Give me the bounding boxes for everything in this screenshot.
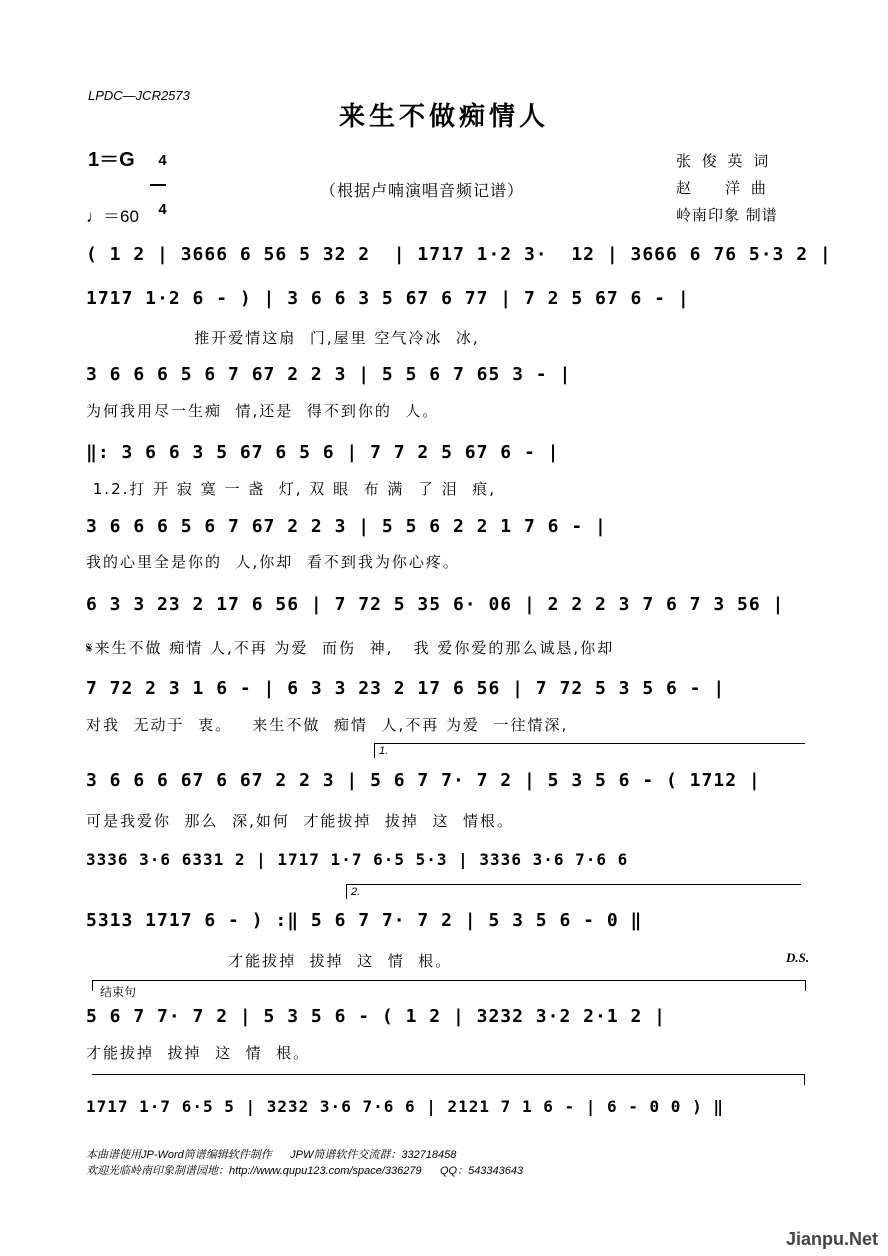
watermark: Jianpu.Net [785,1229,878,1249]
tempo-marking: ♩＝60 [86,207,139,226]
second-ending-label: 2. [351,886,361,898]
composer-credit: 赵 洋 曲 [676,179,769,197]
lyric-line-3: 为何我用尽一生痴 情,还是 得不到你的 人。 [86,402,440,420]
footer-line-2: 欢迎光临岭南印象制谱园地：http://www.qupu123.com/space/336279 QQ：543343643 [86,1165,524,1177]
notation-line-2: 1717 1·2 6 - ) | 3 6 6 3 5 67 6 77 | 7 2 5 67 6 - | [86,288,690,309]
time-signature [150,138,166,217]
dal-segno-mark: D.S. [786,950,810,965]
notation-line-5: 3 6 6 6 5 6 7 67 2 2 3 | 5 5 6 2 2 1 7 6 - | [86,516,607,537]
time-signature-top: 4 [158,152,167,169]
subtitle: （根据卢喃演唱音频记谱） [320,181,525,200]
lyricist-credit: 张 俊 英 词 [676,152,772,170]
second-ending-bracket [346,884,801,899]
notation-line-11: 5 6 7 7· 7 2 | 5 3 5 6 - ( 1 2 | 3232 3·2 2·1 2 | [86,1006,667,1027]
time-signature-bottom: 4 [158,201,167,218]
lyric-line-10: 才能拔掉 拔掉 这 情 根。 [86,952,453,970]
notation-line-6: 6 3 3 23 2 17 6 56 | 7 72 5 35 6· 06 | 2 2 2 3 7 6 7 3 56 | [86,594,785,615]
ending-label: 结束句 [100,985,137,999]
final-bracket [92,1074,805,1085]
notation-line-4: ‖: 3 6 6 3 5 67 6 5 6 | 7 7 2 5 67 6 - | [86,442,560,463]
score-code: LPDC—JCR2573 [88,88,190,103]
lyric-line-8: 可是我爱你 那么 深,如何 才能拔掉 拔掉 这 情根。 [86,812,514,830]
key-signature: 1＝G [88,149,135,171]
notation-line-9: 3336 3·6 6331 2 | 1717 1·7 6·5 5·3 | 3336 3·6 7·6 6 [86,850,629,869]
lyric-line-4: 1.2.打 开 寂 寞 一 盏 灯, 双 眼 布 满 了 泪 痕, [86,480,496,498]
transcriber-credit: 岭南印象 制谱 [676,206,778,224]
lyric-line-11: 才能拔掉 拔掉 这 情 根。 [86,1044,311,1062]
notation-line-3: 3 6 6 6 5 6 7 67 2 2 3 | 5 5 6 7 65 3 - | [86,364,572,385]
coda-bracket [92,980,806,991]
first-ending-bracket [374,743,805,758]
notation-line-8: 3 6 6 6 67 6 67 2 2 3 | 5 6 7 7· 7 2 | 5 3 5 6 - ( 1712 | [86,770,761,791]
first-ending-label: 1. [379,745,389,757]
lyric-line-5: 我的心里全是你的 人,你却 看不到我为你心疼。 [86,553,460,571]
notation-line-7: 7 72 2 3 1 6 - | 6 3 3 23 2 17 6 56 | 7 72 5 3 5 6 - | [86,678,726,699]
lyric-line-6: 𝄋来生不做 痴情 人,不再 为爱 而伤 神, 我 爱你爱的那么诚恳,你却 [86,639,615,657]
notation-line-1: ( 1 2 | 3666 6 56 5 32 2 | 1717 1·2 3· 12 | 3666 6 76 5·3 2 | [86,244,832,265]
song-title: 来生不做痴情人 [338,102,549,132]
notation-line-10: 5313 1717 6 - ) :‖ 5 6 7 7· 7 2 | 5 3 5 6 - 0 ‖ [86,910,643,931]
notation-line-12: 1717 1·7 6·5 5 | 3232 3·6 7·6 6 | 2121 7 1 6 - | 6 - 0 0 ) ‖ [86,1097,724,1116]
lyric-line-2: 推开爱情这扇 门,屋里 空气冷冰 冰, [86,329,480,347]
lyric-line-7: 对我 无动于 衷。 来生不做 痴情 人,不再 为爱 一往情深, [86,716,569,734]
footer-line-1: 本曲谱使用JP-Word简谱编辑软件制作 JPW简谱软件交流群：332718458 [86,1149,457,1161]
